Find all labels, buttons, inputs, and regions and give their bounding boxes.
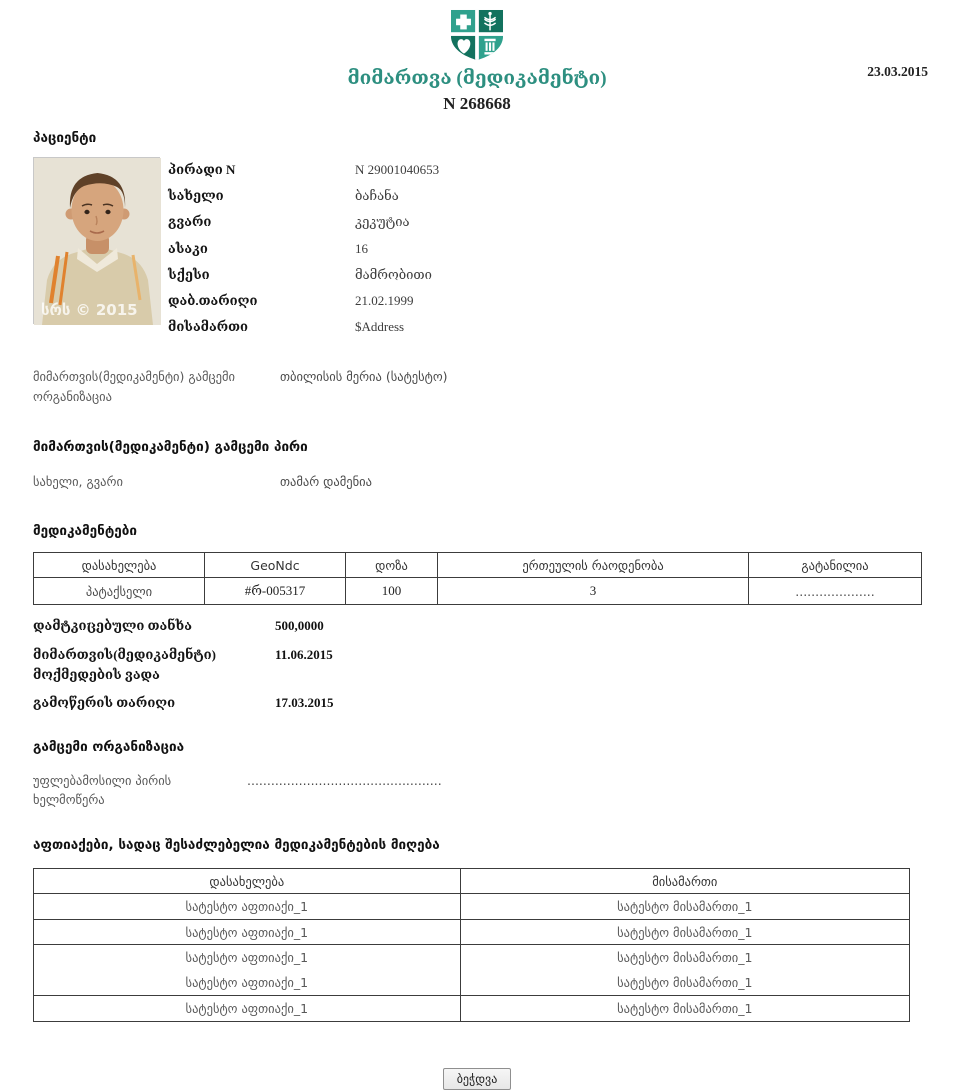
prescription-date-label: გამოწერის თარიღი	[33, 694, 176, 710]
issuer-organization-value: თბილისის მერია (სატესტო)	[280, 369, 448, 385]
column-icon	[484, 39, 495, 55]
field-label: სახელი	[168, 188, 224, 204]
field-value: მამრობითი	[355, 266, 432, 282]
pharmacy-name-cell: სატესტო აფთიაქი_1	[34, 894, 461, 920]
field-value: 21.02.1999	[355, 293, 414, 309]
approved-amount-label: დამტკიცებული თანხა	[33, 618, 192, 634]
section-title-issuer-person: მიმართვის(მედიკამენტი) გამცემი პირი	[33, 439, 308, 456]
ministry-logo	[33, 8, 921, 62]
section-title-patient: პაციენტი	[33, 130, 97, 146]
medication-row	[34, 578, 922, 605]
field-label: სქესი	[168, 266, 210, 282]
photo-watermark: სრს © 2015	[41, 301, 138, 319]
field-label: ასაკი	[168, 240, 208, 256]
field-row-address	[168, 314, 921, 340]
pharmacy-row	[34, 970, 910, 996]
signature-row	[33, 771, 921, 810]
pharmacy-address-cell: სატესტო მისამართი_1	[460, 996, 909, 1022]
field-row-sex	[168, 262, 921, 288]
field-value: კეკუტია	[355, 214, 410, 230]
approved-amount-row	[33, 616, 921, 636]
field-label: გვარი	[168, 214, 212, 230]
patient-photo-image	[34, 158, 161, 325]
footer-actions	[33, 1068, 921, 1090]
column-header-unit-count: ერთეულის რაოდენობა	[438, 553, 749, 578]
column-header-pharmacy-name: დასახელება	[34, 868, 461, 894]
shield-logo-icon	[446, 8, 508, 62]
column-header-dose: დოზა	[346, 553, 438, 578]
medication-dose-cell: 100	[346, 578, 438, 605]
pharmacy-name-cell: სატესტო აფთიაქი_1	[34, 919, 461, 945]
medications-table	[33, 552, 922, 605]
field-value: 16	[355, 240, 368, 256]
prescription-date-value: 17.03.2015	[275, 694, 334, 710]
field-label: პირადი N	[168, 162, 236, 178]
pharmacy-address-cell: სატესტო მისამართი_1	[460, 970, 909, 996]
pharmacies-table-header-row	[34, 868, 910, 894]
field-value: $Address	[355, 319, 405, 335]
pharmacy-name-cell: სატესტო აფთიაქი_1	[34, 945, 461, 971]
section-title-medications: მედიკამენტები	[33, 523, 137, 540]
medication-unit-count-cell: 3	[438, 578, 749, 605]
issuer-organization-label: მიმართვის(მედიკამენტი) გამცემი ორგანიზაცია	[33, 369, 235, 404]
page-title: მიმართვა (მედიკამენტი)	[347, 68, 607, 89]
field-row-age	[168, 236, 921, 262]
pharmacies-table	[33, 868, 910, 1022]
prescription-date-row	[33, 693, 921, 713]
issuer-person-label: სახელი, გვარი	[33, 474, 123, 490]
issuer-organization-row	[33, 367, 921, 406]
medication-geondc-cell: #რ-005317	[205, 578, 346, 605]
pharmacy-row	[34, 996, 910, 1022]
validity-date-value: 11.06.2015	[275, 646, 333, 662]
pharmacy-row	[34, 919, 910, 945]
column-header-pharmacy-address: მისამართი	[460, 868, 909, 894]
medication-dispensed-cell: ....................	[749, 578, 922, 605]
patient-fields	[168, 157, 921, 340]
column-header-name: დასახელება	[34, 553, 205, 578]
field-label: მისამართი	[168, 319, 248, 335]
pharmacy-row	[34, 945, 910, 971]
pharmacy-name-cell: სატესტო აფთიაქი_1	[34, 970, 461, 996]
pharmacy-address-cell: სატესტო მისამართი_1	[460, 919, 909, 945]
approved-amount-value: 500,0000	[275, 618, 324, 634]
pharmacy-address-cell: სატესტო მისამართი_1	[460, 894, 909, 920]
validity-date-label: მიმართვის(მედიკამენტი) მოქმედების ვადა	[33, 646, 216, 682]
medication-name-cell: პატაქსელი	[34, 578, 205, 605]
field-row-first-name	[168, 183, 921, 209]
signature-dotted-line: .................................................	[247, 773, 442, 788]
print-button[interactable]: ბეჭდვა	[443, 1068, 512, 1090]
validity-date-row	[33, 645, 921, 685]
document-date: 23.03.2015	[867, 64, 928, 79]
section-title-pharmacies: აფთიაქები, სადაც შესაძლებელია მედიკამენტების მიღება	[33, 836, 440, 853]
pharmacy-name-cell: სატესტო აფთიაქი_1	[34, 996, 461, 1022]
issuer-person-row	[33, 472, 921, 491]
field-row-last-name	[168, 209, 921, 235]
patient-info-block	[33, 157, 921, 340]
column-header-geondc: GeoNdc	[205, 553, 346, 578]
document-number: N 268668	[443, 94, 511, 113]
field-label: დაბ.თარიღი	[168, 293, 258, 309]
pharmacy-row	[34, 894, 910, 920]
signature-label: უფლებამოსილი პირის ხელმოწერა	[33, 773, 172, 808]
issuer-person-value: თამარ დამენია	[280, 474, 372, 490]
field-row-personal-n	[168, 157, 921, 183]
document-header	[33, 8, 928, 114]
column-header-dispensed: გატანილია	[749, 553, 922, 578]
section-title-issuing-organization: გამცემი ორგანიზაცია	[33, 739, 185, 755]
field-value: ბაჩანა	[355, 188, 399, 204]
patient-photo	[33, 157, 160, 324]
pharmacy-address-cell: სატესტო მისამართი_1	[460, 945, 909, 971]
field-row-birth-date	[168, 288, 921, 314]
medication-summary-fields	[33, 616, 921, 713]
medications-table-header-row	[34, 553, 922, 578]
field-value: N 29001040653	[355, 162, 440, 178]
